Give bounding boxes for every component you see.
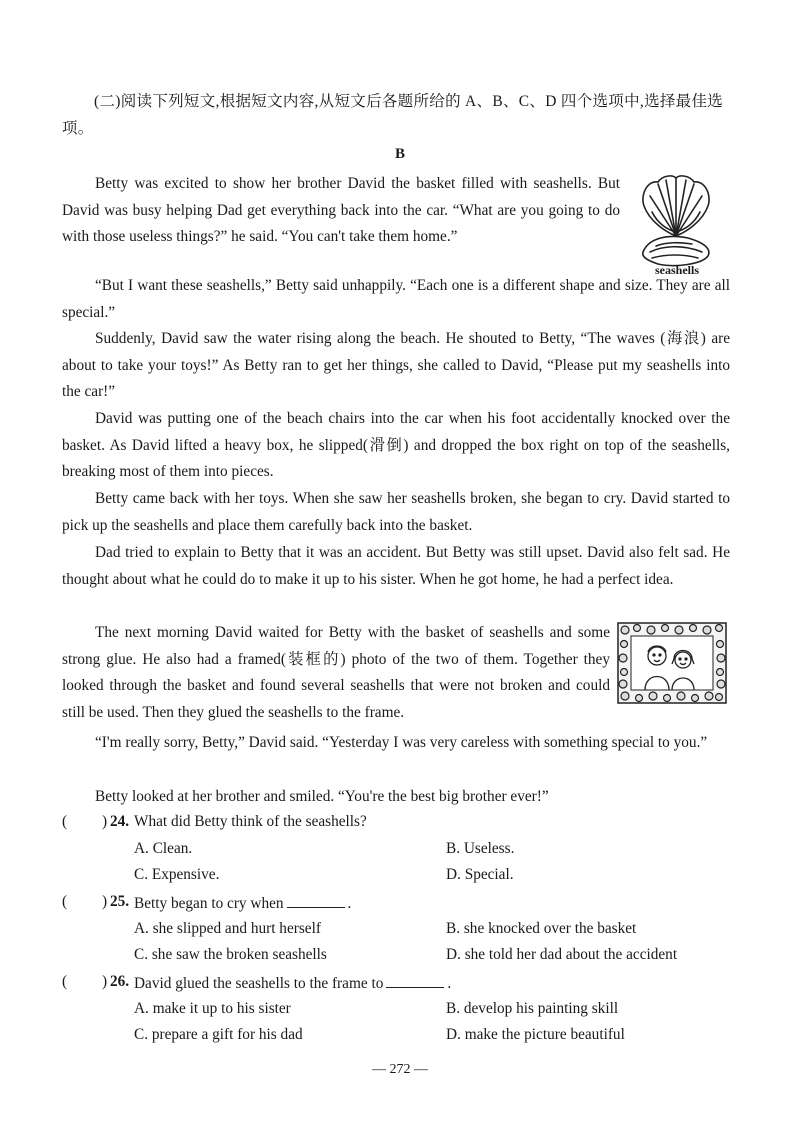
question-text: Betty began to cry when . — [134, 895, 352, 912]
option-24-a: A. Clean. — [134, 840, 193, 857]
paragraph-5: Betty came back with her toys. When she saw her seashells broken, she began to cry. David started to pick up the seashells and place them carefully back into the basket. — [62, 490, 730, 534]
option-24-b: B. Useless. — [446, 840, 515, 857]
option-24-d: D. Special. — [446, 866, 514, 883]
answer-paren-open: ( — [62, 813, 68, 830]
section-title: B — [394, 146, 405, 162]
paragraph-4: David was putting one of the beach chairs into the car when his foot accidentally knocked over the basket. As David lifted a heavy box, he slipped(滑倒) and dropped the box right on top of the seashells, breaking most of them into pieces. — [62, 410, 730, 481]
answer-paren-open: ( — [62, 973, 68, 990]
answer-paren-open: ( — [62, 893, 68, 910]
paragraph-7: The next morning David waited for Betty with the basket of seashells and some strong glue. He also had a framed(装框的) photo of the two of them. Together they looked through the basket and found several seashells that were not broken and could still be used. Then they glued the seashells to the frame. — [62, 624, 610, 721]
question-text: David glued the seashells to the frame to . — [134, 975, 452, 992]
paragraph-6: Dad tried to explain to Betty that it was an accident. But Betty was still upset. David also felt sad. He thought about what he could do to make it up to his sister. When he got home, he had a perfect idea. — [62, 544, 730, 588]
answer-paren-close: ) — [102, 813, 108, 830]
option-25-a: A. she slipped and hurt herself — [134, 920, 321, 937]
answer-blank — [386, 973, 444, 988]
paragraph-8: “I'm really sorry, Betty,” David said. “Yesterday I was very careless with something special to you.” — [95, 734, 708, 751]
page-number: — 272 — — [372, 1062, 428, 1077]
question-number: 25. — [110, 893, 130, 910]
framed-photo-illustration — [617, 622, 727, 704]
option-26-c: C. prepare a gift for his dad — [134, 1026, 303, 1043]
option-24-c: C. Expensive. — [134, 866, 220, 883]
paragraph-1: Betty was excited to show her brother David the basket filled with seashells. But David was busy helping Dad get everything back into the car. “What are you going to do with those useless things?” he said. “You can't take them home.” — [62, 175, 620, 246]
option-26-a: A. make it up to his sister — [134, 1000, 291, 1017]
option-26-d: D. make the picture beautiful — [446, 1026, 625, 1043]
figure-caption: seashells — [654, 263, 699, 277]
option-25-b: B. she knocked over the basket — [446, 920, 637, 937]
question-number: 24. — [110, 813, 130, 830]
option-26-b: B. develop his painting skill — [446, 1000, 619, 1017]
paragraph-9: Betty looked at her brother and smiled. “You're the best big brother ever!” — [95, 788, 549, 805]
option-25-c: C. she saw the broken seashells — [134, 946, 327, 963]
answer-paren-close: ) — [102, 893, 108, 910]
option-25-d: D. she told her dad about the accident — [446, 946, 678, 963]
answer-blank — [287, 893, 345, 908]
question-number: 26. — [110, 973, 130, 990]
answer-paren-close: ) — [102, 973, 108, 990]
question-26 — [62, 973, 742, 997]
question-25 — [62, 893, 742, 917]
question-text: What did Betty think of the seashells? — [134, 813, 367, 830]
instruction-text: (二)阅读下列短文,根据短文内容,从短文后各题所给的 A、B、C、D 四个选项中,选择最佳选项。 — [62, 93, 724, 137]
paragraph-3: Suddenly, David saw the water rising along the beach. He shouted to Betty, “The waves (海浪) are about to take your toys!” As Betty ran to get her things, she called to David, “Please put my seashells into the car!” — [62, 330, 730, 401]
paragraph-2: “But I want these seashells,” Betty said unhappily. “Each one is a different shape and size. They are all special.” — [62, 277, 730, 321]
question-24 — [62, 813, 742, 837]
